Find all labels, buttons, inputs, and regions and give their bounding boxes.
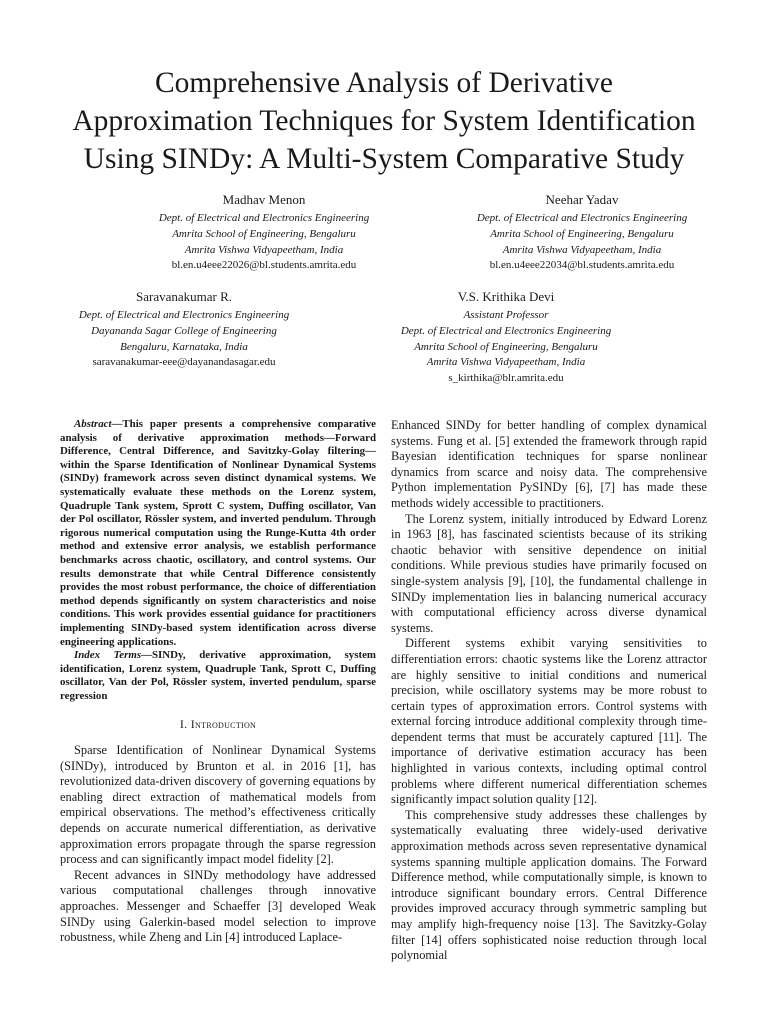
author-email[interactable]: saravanakumar-eee@dayanandasagar.edu (92, 356, 276, 369)
author-affiliation: Amrita School of Engineering, Bengaluru (490, 227, 674, 240)
body-paragraph: This comprehensive study addresses these challenges by systematically evaluating three widely-used derivative approximation methods across seven representative dynamical systems spanning multiple application domains. The Forward Difference method, while computationally simple, is known to introduce significant boundary errors. Central Difference provides improved accuracy through symmetric sampling but may amplify high-frequency noise [13]. The Savitzky-Golay filter [14] offers sophisticated noise reduction through local polynomial (391, 807, 707, 963)
author-affiliation: Dept. of Electrical and Electronics Engineering (476, 212, 688, 224)
author-email[interactable]: s_kirthika@blr.amrita.edu (448, 372, 564, 385)
intro-paragraph: Sparse Identification of Nonlinear Dynamical Systems (SINDy), introduced by Brunton et al. in 2016 [1], has revolutionized data-driven discovery of governing equations by enabling direct extraction of mathematical models from empirical observations. The method’s effectiveness critically depends on accurate numerical differentiation, as derivative approximation errors propagate through the sparse regression process and can significantly impact model fidelity [2]. (60, 743, 376, 867)
author-affiliation: Amrita School of Engineering, Bengaluru (414, 340, 598, 353)
index-terms-label: Index Terms (74, 649, 142, 662)
section-heading-introduction: I. Introduction (179, 717, 257, 732)
author-affiliation: Dept. of Electrical and Electronics Engineering (158, 212, 370, 224)
author-block-3 (44, 288, 324, 371)
author-name: Madhav Menon (222, 192, 306, 207)
author-affiliation: Bengaluru, Karnataka, India (120, 340, 248, 353)
author-block-2 (442, 191, 722, 274)
title-line: Approximation Techniques for System Identification (72, 105, 696, 137)
body-paragraph: Enhanced SINDy for better handling of complex dynamical systems. Fung et al. [5] extended the framework through rapid Bayesian identification techniques for sparse nonlinear dynamics from scarce and noisy data. The comprehensive Python implementation PySINDy [6], [7] has made these methods widely accessible to practitioners. (391, 418, 707, 510)
body-paragraph: The Lorenz system, initially introduced by Edward Lorenz in 1963 [8], has fascinated scientists because of its striking chaotic behavior with sensitive dependence on initial conditions. While previous studies have primarily focused on single-system analysis [9], [10], the fundamental challenge in SINDy implementation lies in balancing numerical accuracy with computational efficiency across diverse dynamical systems. (391, 511, 707, 635)
body-paragraph: Different systems exhibit varying sensitivities to differentiation errors: chaotic systems like the Lorenz attractor are highly sensitive to initial conditions and numerical precision, while oscillatory systems may be more robust to certain types of approximation errors. Control systems with external forcing introduce additional complexity through time-dependent terms that must be accurately captured [11]. The importance of derivative estimation accuracy has been highlighted in various contexts, including optimal control problems where different numerical differentiation schemes significantly impact solution quality [12]. (391, 636, 707, 807)
abstract (60, 418, 376, 649)
title-line: Using SINDy: A Multi-System Comparative Study (83, 143, 685, 175)
author-email[interactable]: bl.en.u4eee22034@bl.students.amrita.edu (489, 259, 675, 272)
author-affiliation: Dept. of Electrical and Electronics Engineering (78, 309, 290, 321)
abstract-text: —This paper presents a comprehensive comparative analysis of derivative approximation methods—Forward Difference, Central Difference, and Savitzky-Golay filtering—within the Sparse Identification of Nonlinear Dynamical Systems (SINDy) framework across seven distinct dynamical systems. We systematically evaluate these methods on the Lorenz system, Quadruple Tank system, Sprott C system, Duffing oscillator, Van der Pol oscillator, Rössler system, and inverted pendulum. Through rigorous numerical computation using the Runge-Kutta 4th order method and extensive error analysis, we establish performance benchmarks across chaotic, oscillatory, and control systems. Our results demonstrate that while Central Difference consistently provides the most robust performance, the choice of differentiation method depends significantly on system characteristics and noise conditions. This work provides essential guidance for practitioners implementing SINDy-based system identification across diverse engineering applications. (60, 418, 376, 648)
right-column (391, 418, 707, 964)
author-name: Saravanakumar R. (135, 289, 233, 304)
paper-title (40, 64, 728, 178)
intro-paragraph: Recent advances in SINDy methodology have addressed various computational challenges through innovative approaches. Messenger and Schaeffer [3] developed Weak SINDy using Galerkin-based model selection to improve robustness, while Zheng and Lin [4] introduced Laplace- (60, 867, 376, 945)
title-line: Comprehensive Analysis of Derivative (155, 67, 613, 99)
author-block-1 (124, 191, 404, 274)
author-affiliation: Dept. of Electrical and Electronics Engineering (400, 324, 612, 337)
index-terms (60, 649, 376, 703)
author-name: V.S. Krithika Devi (457, 289, 555, 304)
author-affiliation: Dayananda Sagar College of Engineering (91, 324, 277, 337)
author-name: Neehar Yadav (545, 192, 619, 207)
index-terms-text: —SINDy, derivative approximation, system identification, Lorenz system, Quadruple Tank, Sprott C, Duffing oscillator, Van der Pol, Rössler system, inverted pendulum, sparse regression (60, 649, 376, 702)
author-title: Assistant Professor (463, 309, 549, 321)
author-affiliation: Amrita Vishwa Vidyapeetham, India (502, 243, 662, 256)
left-column (60, 418, 376, 946)
author-block-4 (366, 288, 646, 387)
abstract-label: Abstract (74, 418, 112, 430)
author-email[interactable]: bl.en.u4eee22026@bl.students.amrita.edu (171, 259, 357, 272)
author-affiliation: Amrita Vishwa Vidyapeetham, India (184, 243, 344, 256)
author-affiliation: Amrita School of Engineering, Bengaluru (172, 227, 356, 240)
author-affiliation: Amrita Vishwa Vidyapeetham, India (426, 356, 586, 369)
